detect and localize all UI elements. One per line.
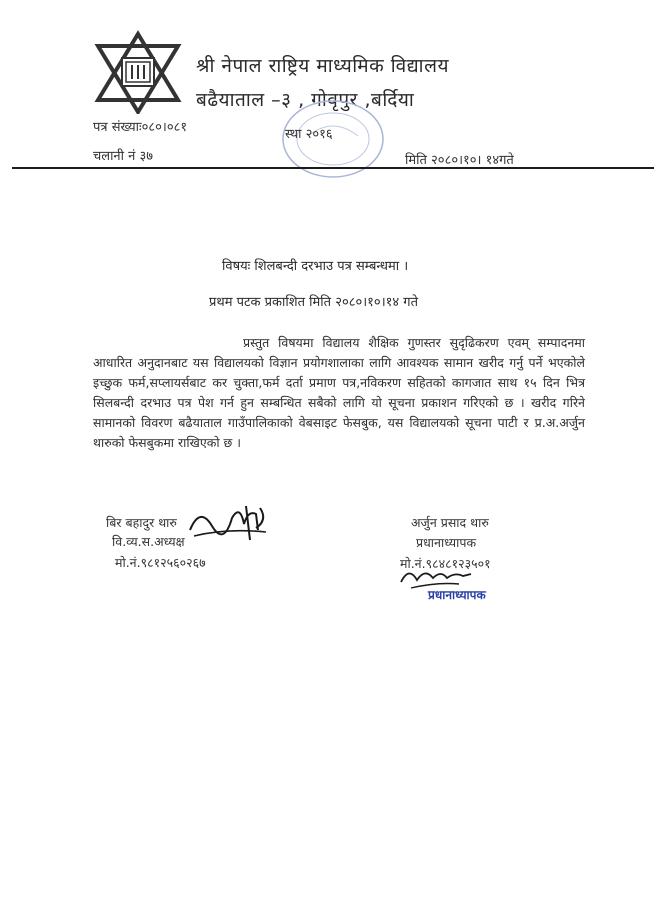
right-signatory-title: प्रधानाध्यापक bbox=[416, 535, 477, 550]
publish-date: प्रथम पटक प्रकाशित मिति २०८०।१०।१४ गते bbox=[209, 295, 419, 310]
school-name: श्री नेपाल राष्ट्रिय माध्यमिक विद्यालय bbox=[196, 55, 450, 77]
principal-stamp: प्रधानाध्यापक bbox=[428, 588, 486, 602]
star-of-david-emblem-icon bbox=[92, 30, 184, 114]
header-divider bbox=[12, 167, 654, 169]
letter-subject: विषयः शिलबन्दी दरभाउ पत्र सम्बन्धमा । bbox=[222, 259, 409, 274]
right-signatory-name: अर्जुन प्रसाद थारु bbox=[411, 515, 489, 530]
letter-date: मिति २०८०।१०। १४गते bbox=[405, 153, 514, 168]
established-year: स्था २०१६ bbox=[285, 127, 333, 142]
letter-body: प्रस्तुत विषयमा विद्यालय शैक्षिक गुणस्तर सुदृढिकरण एवम् सम्पादनमा आधारित अनुदानबाट यस विद्यालयको विज्ञान प्रयोगशालाका लागि आवश्यक सामान खरीद गर्नु पर्ने भएकोले इच्छुक फर्म,सप्लायर्सबाट कर चुक्ता,फर्म दर्ता प्रमाण पत्र,नविकरण सहितको कागजात साथ १५ दिन भित्र सिलबन्दी दरभाउ पत्र पेश गर्न हुन सम्बन्धित सबैको लागि यो सूचना प्रकाशन गरिएको छ । खरीद गरिने सामानको विवरण बढैयाताल गाउँपालिकाको वेबसाइट फेसबुक, यस विद्यालयको सूचना पाटी र प्र.अ.अर्जुन थारुको फेसबुकमा राखिएको छ । bbox=[93, 335, 585, 450]
right-signatory-phone: मो.नं.९८४८१२३५०१ bbox=[400, 556, 491, 571]
left-signatory-name: बिर बहादुर थारु bbox=[106, 515, 177, 530]
reference-number: पत्र संख्याः०८०।०८१ bbox=[93, 120, 188, 135]
left-signatory-phone: मो.नं.९८१२५६०२६७ bbox=[115, 555, 206, 570]
school-address: बढैयाताल –३ , गोवृपुर ,बर्दिया bbox=[196, 89, 415, 111]
left-signatory-title: वि.व्य.स.अध्यक्ष bbox=[112, 534, 185, 549]
dispatch-number: चलानी नं ३७ bbox=[93, 149, 154, 164]
signature-scribble-icon bbox=[186, 500, 272, 548]
